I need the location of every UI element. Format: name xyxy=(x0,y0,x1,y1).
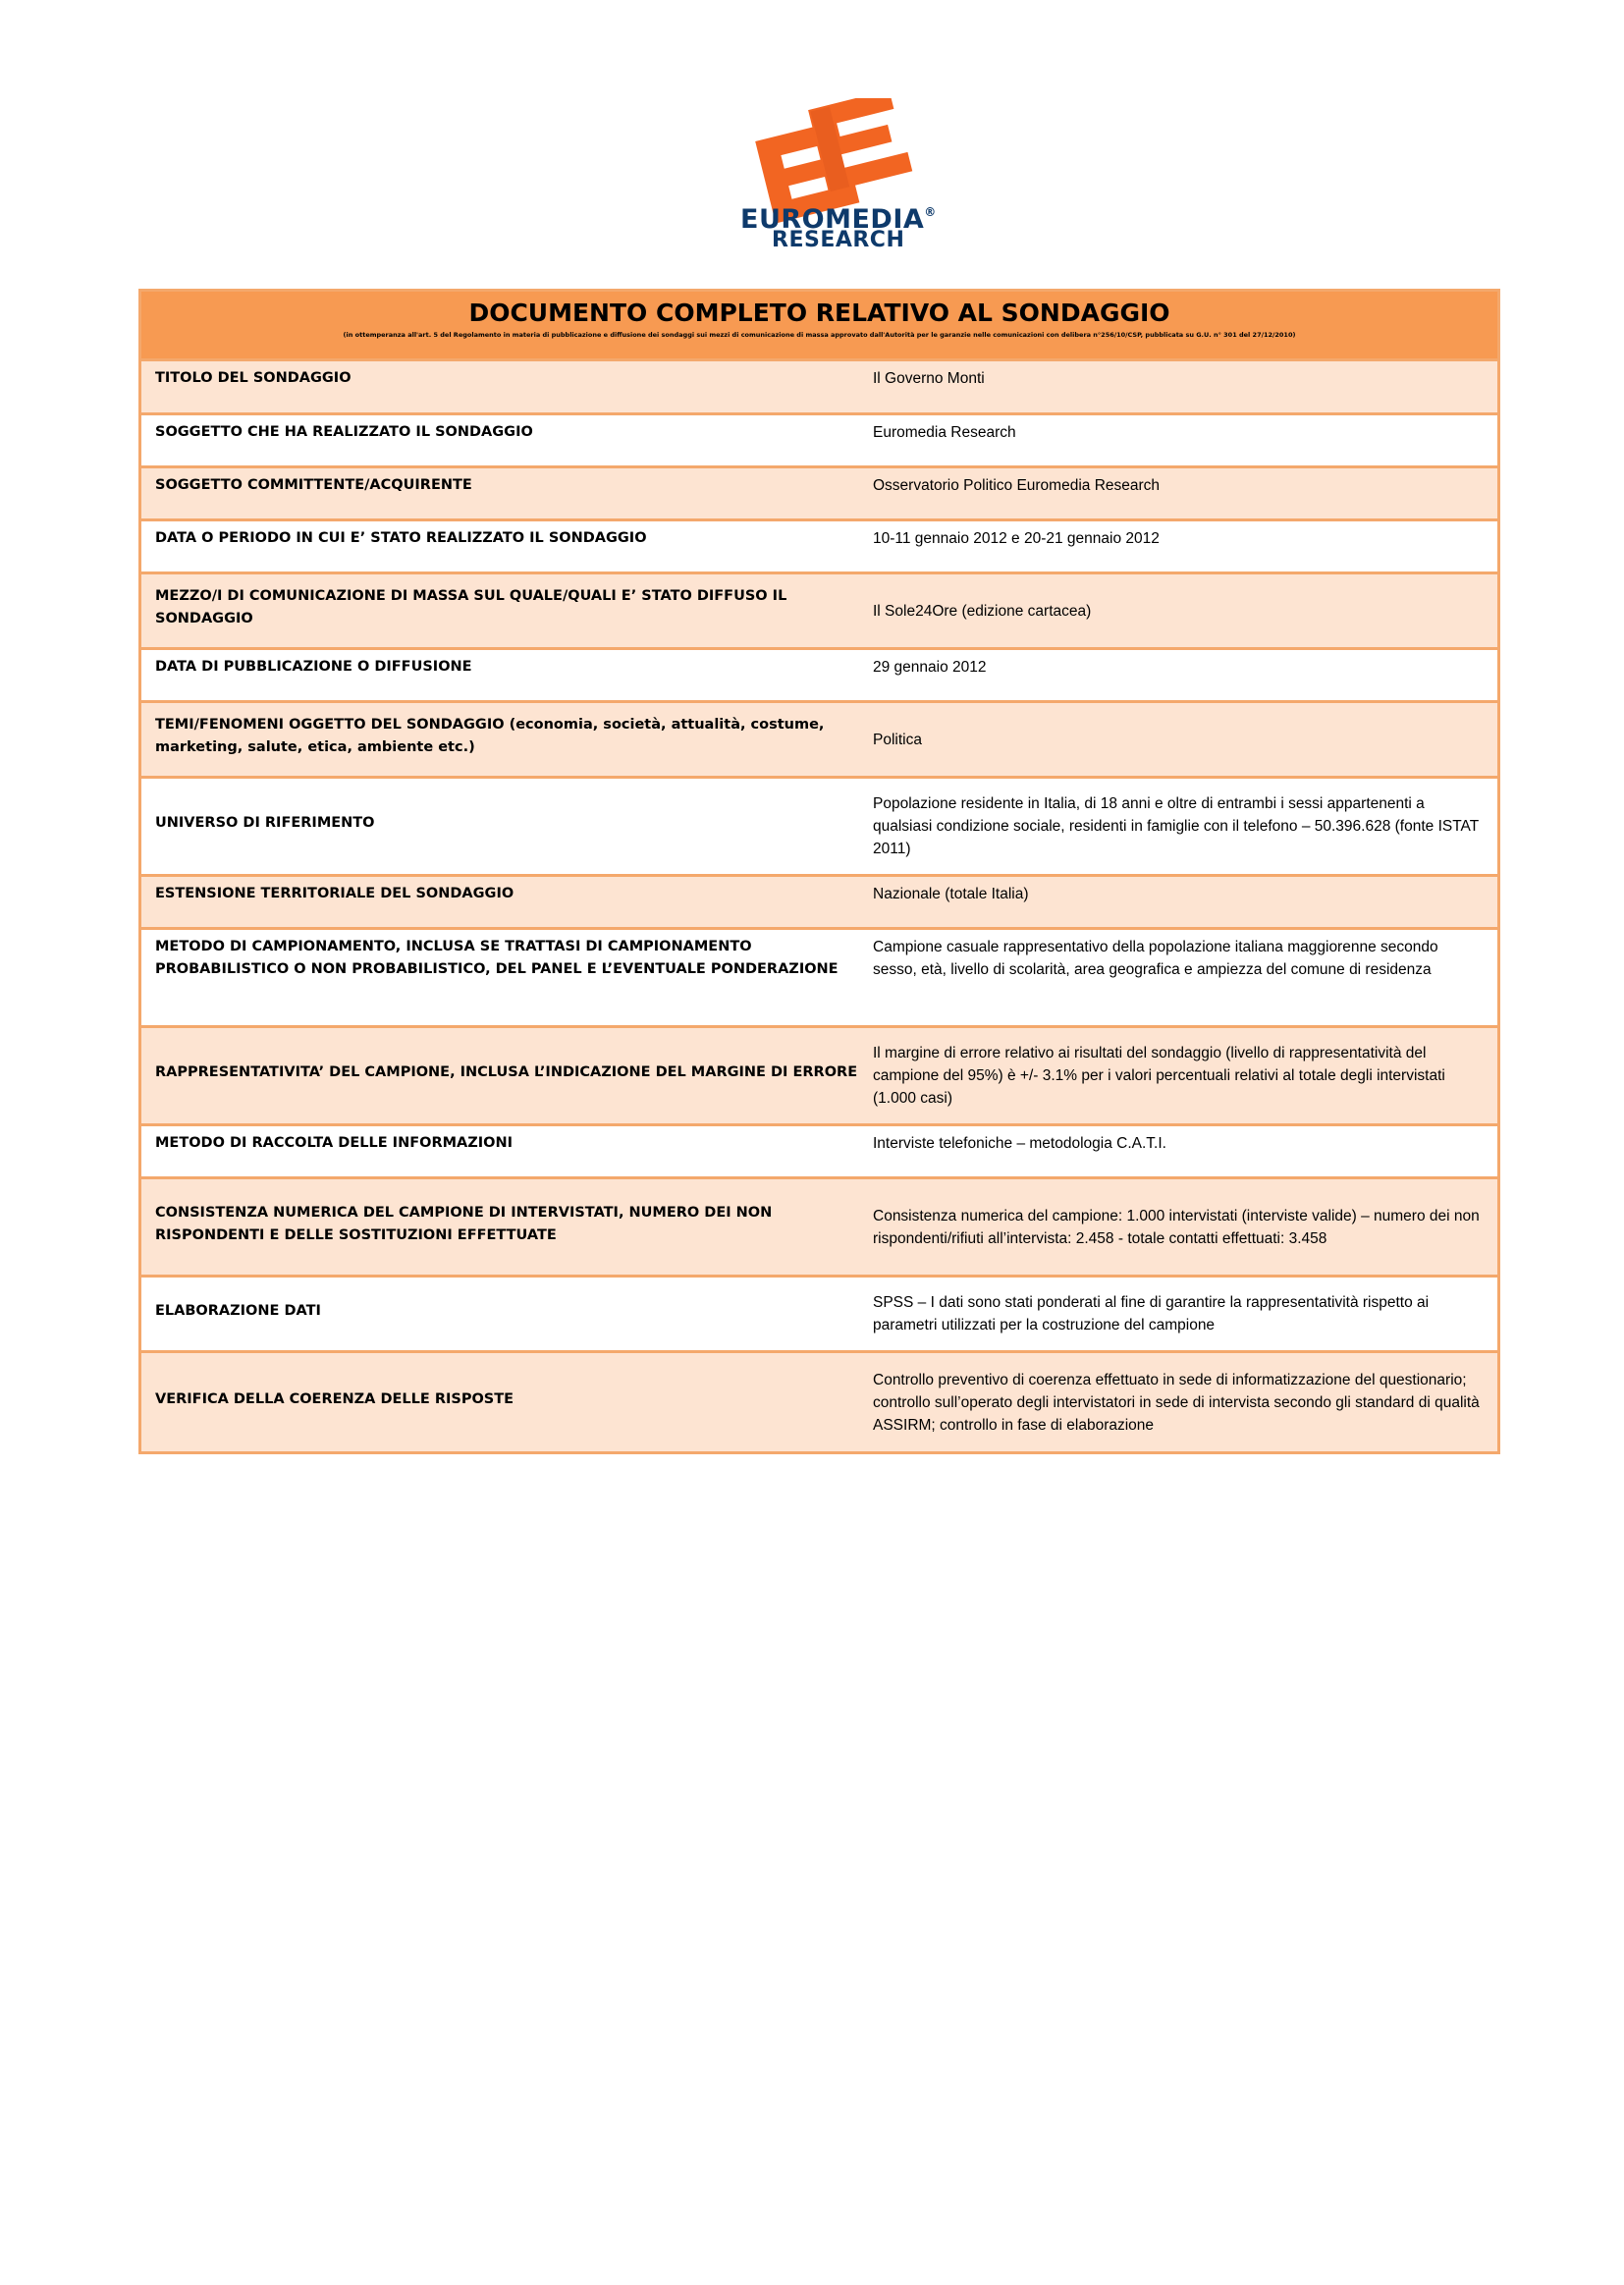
row-label: ELABORAZIONE DATI xyxy=(155,1302,321,1319)
table-row xyxy=(141,415,1497,468)
row-label: TITOLO DEL SONDAGGIO xyxy=(155,370,352,386)
table-row xyxy=(141,521,1497,574)
table-header xyxy=(141,292,1497,361)
euromedia-logo xyxy=(677,98,972,260)
table-body xyxy=(141,361,1497,1451)
row-label: DATA O PERIODO IN CUI E’ STATO REALIZZATO IL SONDAGGIO xyxy=(155,530,647,546)
registered-mark: ® xyxy=(924,205,937,219)
logo-brand-bottom: RESEARCH xyxy=(772,228,905,252)
document-title: DOCUMENTO COMPLETO RELATIVO AL SONDAGGIO xyxy=(468,299,1170,327)
row-value: Osservatorio Politico Euromedia Research xyxy=(873,477,1161,494)
row-value: Campione casuale rappresentativo della popolazione italiana maggiorenne secondo sesso, età, livello di scolarità, area geografica e ampiezza del comune di residenza xyxy=(873,939,1438,978)
row-value: Il Sole24Ore (edizione cartacea) xyxy=(873,602,1092,620)
row-value: Consistenza numerica del campione: 1.000 intervistati (interviste valide) – numero dei non rispondenti/rifiuti all’intervista: 2.458 - totale contatti effettuati: 3.458 xyxy=(873,1207,1480,1247)
row-value: Il margine di errore relativo ai risultati del sondaggio (livello di rappresentatività del campione del 95%) è +/- 3.1% per i valori percentuali relativi al totale degli intervistati (1.000 casi) xyxy=(873,1045,1445,1107)
row-value: Politica xyxy=(873,731,922,748)
row-value: Interviste telefoniche – metodologia C.A.T.I. xyxy=(873,1135,1166,1152)
table-row xyxy=(141,574,1497,650)
table-row xyxy=(141,650,1497,703)
table-row xyxy=(141,779,1497,877)
table-row xyxy=(141,1028,1497,1126)
row-label: DATA DI PUBBLICAZIONE O DIFFUSIONE xyxy=(155,659,472,675)
row-label: TEMI/FENOMENI OGGETTO DEL SONDAGGIO (economia, società, attualità, costume, marketing, salute, etica, ambiente etc.) xyxy=(155,717,825,755)
row-label: METODO DI CAMPIONAMENTO, INCLUSA SE TRATTASI DI CAMPIONAMENTO PROBABILISTICO O NON PROBABILISTICO, DEL PANEL E L’EVENTUALE PONDERAZIONE xyxy=(155,939,839,977)
row-label: ESTENSIONE TERRITORIALE DEL SONDAGGIO xyxy=(155,886,514,901)
row-value: Popolazione residente in Italia, di 18 anni e oltre di entrambi i sessi appartenenti a qualsiasi condizione sociale, residenti in famiglie con il telefono – 50.396.628 (fonte ISTAT 2011) xyxy=(873,795,1479,857)
row-label: MEZZO/I DI COMUNICAZIONE DI MASSA SUL QUALE/QUALI E’ STATO DIFFUSO IL SONDAGGIO xyxy=(155,588,787,626)
row-label: SOGGETTO COMMITTENTE/ACQUIRENTE xyxy=(155,477,472,493)
table-row xyxy=(141,361,1497,415)
table-row xyxy=(141,877,1497,930)
table-row xyxy=(141,1126,1497,1179)
table-row xyxy=(141,1179,1497,1278)
logo-brand-top: EUROMEDIA® xyxy=(740,204,937,235)
table-row xyxy=(141,1278,1497,1353)
row-label: RAPPRESENTATIVITA’ DEL CAMPIONE, INCLUSA L’INDICAZIONE DEL MARGINE DI ERRORE xyxy=(155,1064,858,1080)
row-label: VERIFICA DELLA COERENZA DELLE RISPOSTE xyxy=(155,1390,514,1407)
row-label: CONSISTENZA NUMERICA DEL CAMPIONE DI INTERVISTATI, NUMERO DEI NON RISPONDENTI E DELLE SOSTITUZIONI EFFETTUATE xyxy=(155,1204,773,1243)
document-subtitle: (in ottemperanza all'art. 5 del Regolamento in materia di pubblicazione e diffusione dei sondaggi sui mezzi di comunicazione di massa approvato dall'Autorità per le garanzie nelle comunicazioni con delibera n°256/10/CSP, pubblicata su G.U. n° 301 del 27/12/2010) xyxy=(343,330,1296,339)
table-row xyxy=(141,1353,1497,1451)
table-row xyxy=(141,703,1497,779)
row-value: Controllo preventivo di coerenza effettuato in sede di informatizzazione del questionario; controllo sull’operato degli intervistatori in sede di intervista secondo gli standard di qualità ASSIRM; controllo in fase di elaborazione xyxy=(873,1371,1480,1434)
table-row xyxy=(141,468,1497,521)
row-value: Nazionale (totale Italia) xyxy=(873,886,1029,902)
row-label: UNIVERSO DI RIFERIMENTO xyxy=(155,815,375,831)
row-value: 10-11 gennaio 2012 e 20-21 gennaio 2012 xyxy=(873,530,1160,547)
row-value: Il Governo Monti xyxy=(873,370,985,387)
row-value: 29 gennaio 2012 xyxy=(873,659,987,676)
row-label: SOGGETTO CHE HA REALIZZATO IL SONDAGGIO xyxy=(155,424,533,440)
row-value: Euromedia Research xyxy=(873,424,1016,441)
survey-info-table xyxy=(138,289,1500,1454)
table-row xyxy=(141,930,1497,1028)
row-value: SPSS – I dati sono stati ponderati al fine di garantire la rappresentatività rispetto ai parametri utilizzati per la costruzione del campione xyxy=(873,1294,1430,1333)
row-label: METODO DI RACCOLTA DELLE INFORMAZIONI xyxy=(155,1135,514,1151)
